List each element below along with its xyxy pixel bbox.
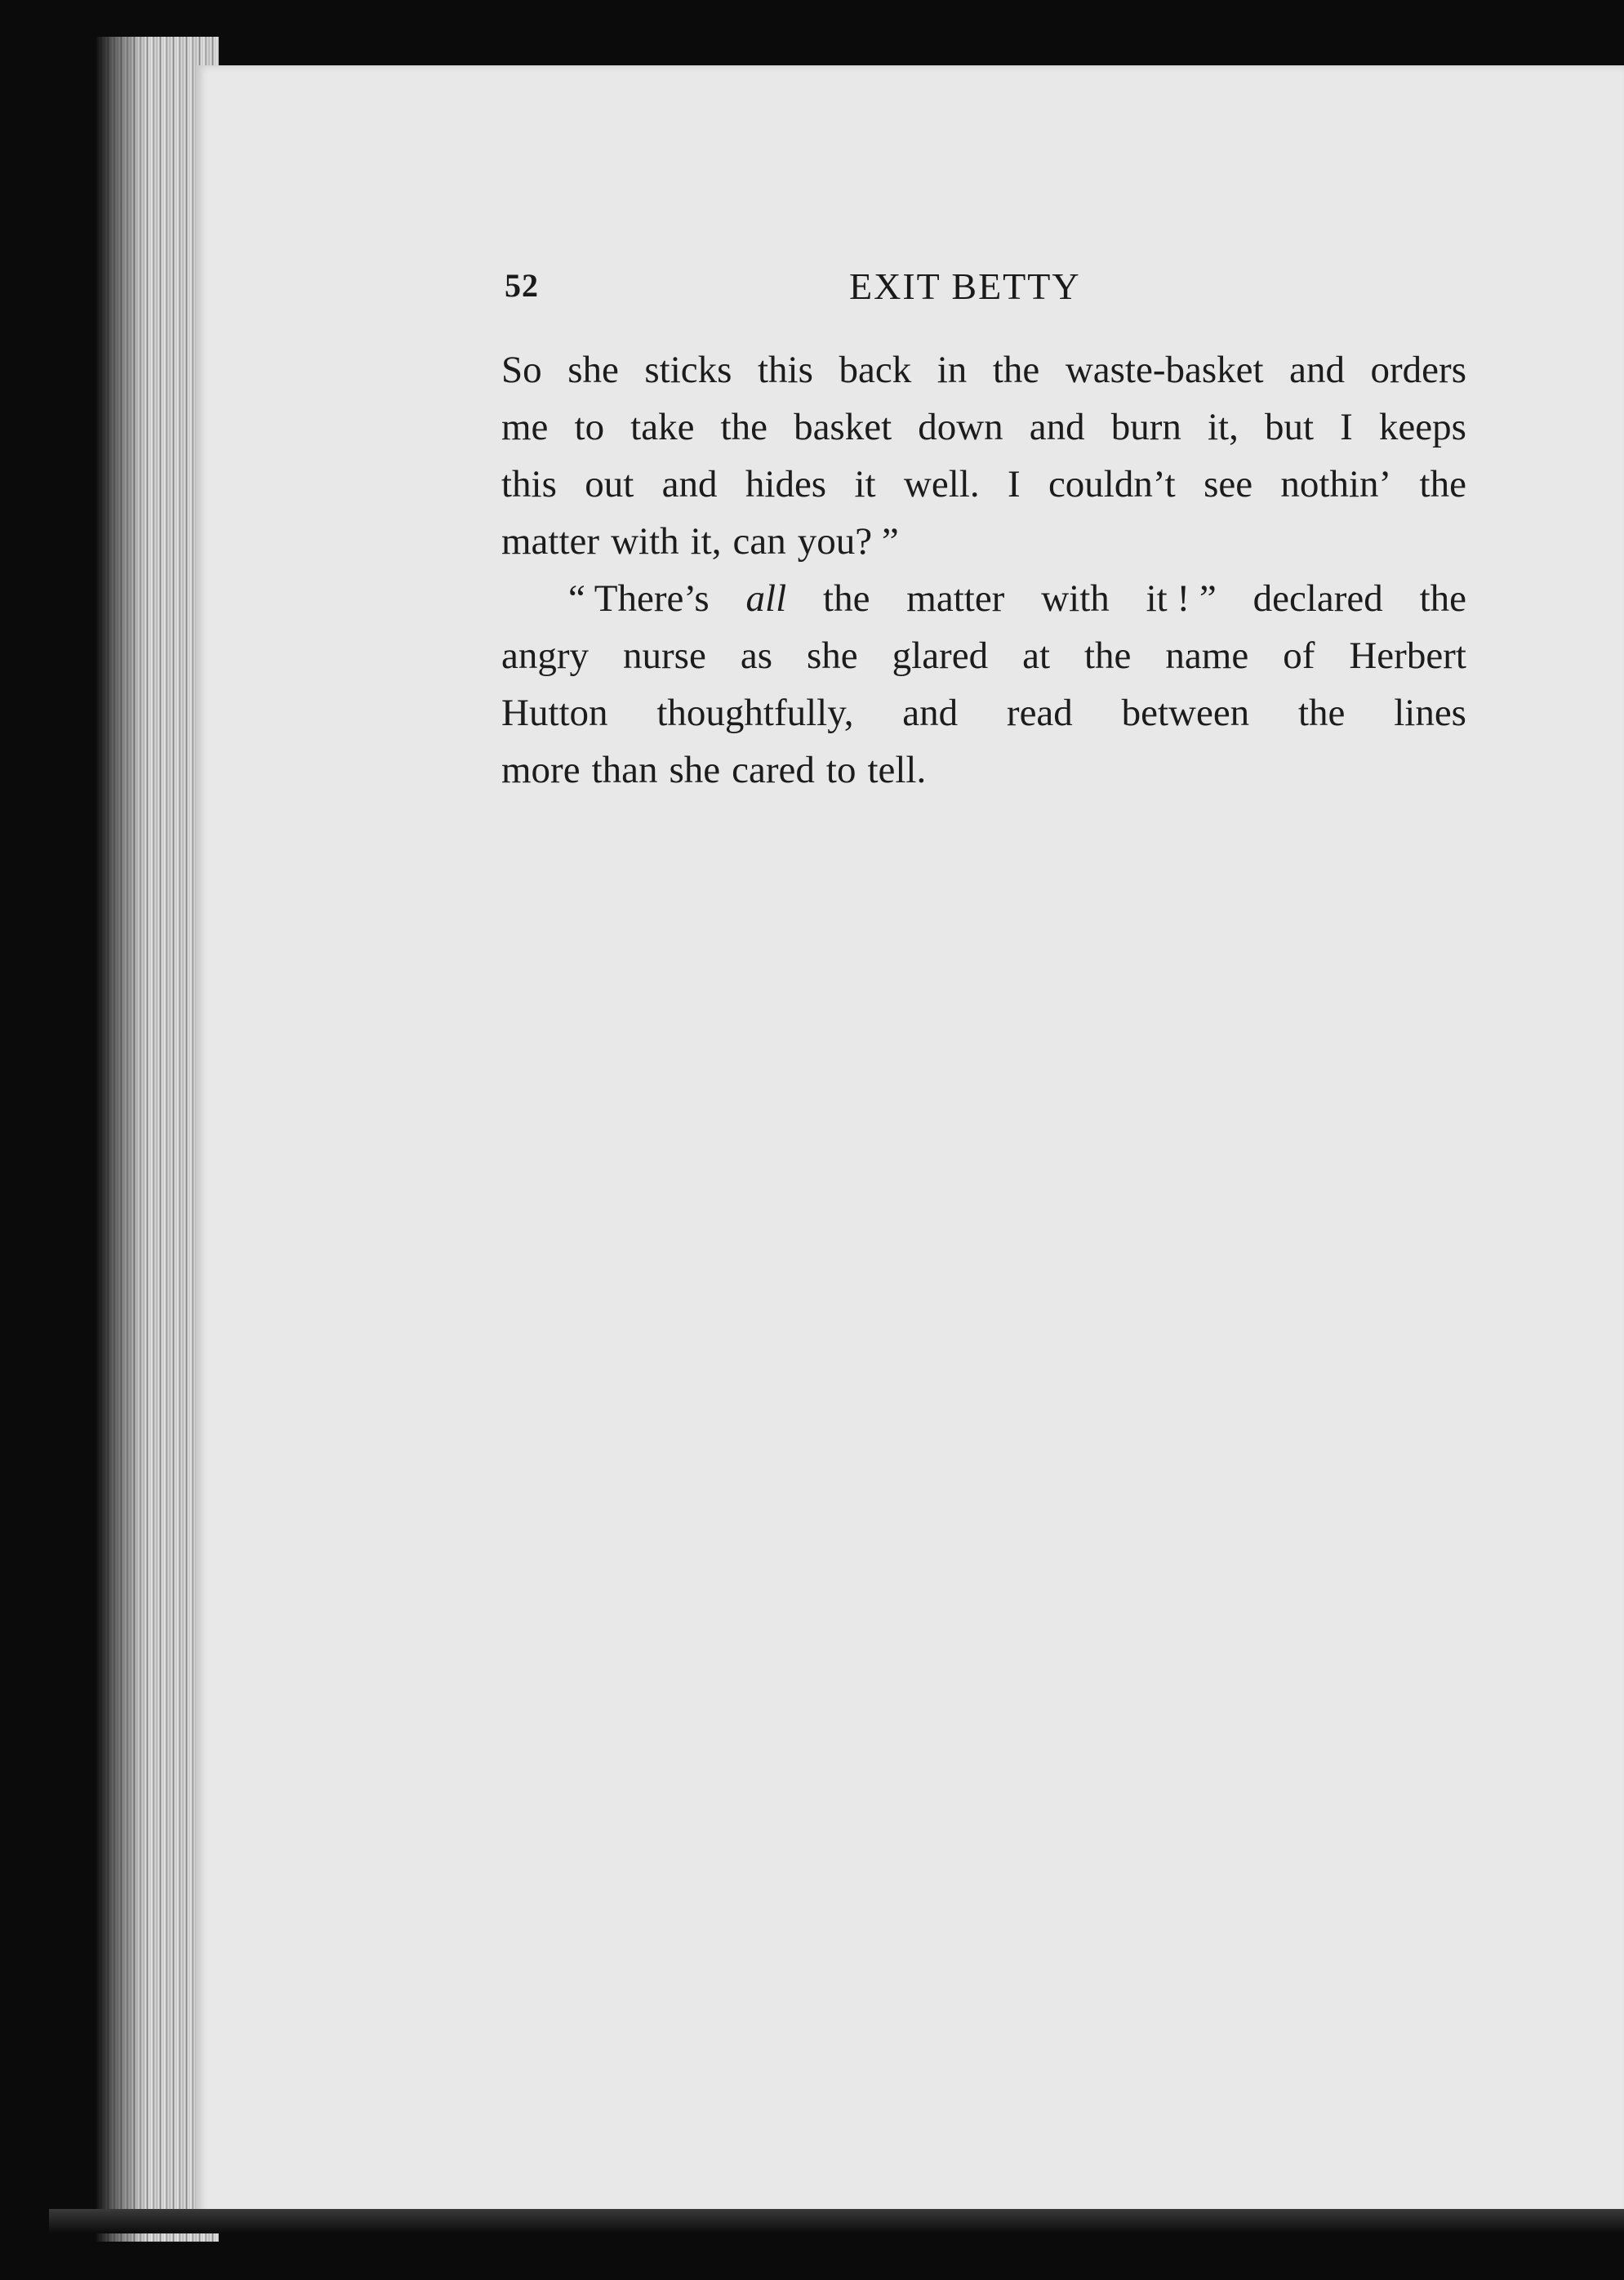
text-line xyxy=(501,741,1466,799)
word: in xyxy=(937,349,968,391)
word: glared xyxy=(892,635,989,677)
word: nothin’ xyxy=(1280,463,1392,505)
word: name xyxy=(1165,635,1249,677)
text-line xyxy=(501,456,1466,513)
italic-word: all xyxy=(745,577,787,620)
word: I xyxy=(1340,406,1353,448)
word: matter xyxy=(906,577,1005,620)
word: to xyxy=(825,749,856,791)
text-line xyxy=(501,513,1466,570)
word: I xyxy=(1007,463,1021,505)
word: this xyxy=(758,349,813,391)
word: she xyxy=(669,749,721,791)
word: lines xyxy=(1394,692,1466,734)
text-line xyxy=(501,341,1466,399)
word: this xyxy=(501,463,557,505)
word: the xyxy=(992,349,1040,391)
word: the xyxy=(720,406,768,448)
word: back xyxy=(839,349,912,391)
word: Herbert xyxy=(1349,635,1466,677)
word: matter xyxy=(501,520,600,563)
word: to xyxy=(574,406,605,448)
word: “ There’s xyxy=(568,577,710,620)
word: read xyxy=(1006,692,1073,734)
word: couldn’t xyxy=(1048,463,1176,505)
word: it ! ” xyxy=(1146,577,1217,620)
word: basket xyxy=(794,406,892,448)
word: hides xyxy=(745,463,827,505)
word: it, xyxy=(1208,406,1239,448)
page-header xyxy=(505,260,1468,309)
word: see xyxy=(1204,463,1253,505)
word: the xyxy=(1084,635,1132,677)
word: and xyxy=(1029,406,1085,448)
word: it xyxy=(854,463,876,505)
word: and xyxy=(902,692,959,734)
word: down xyxy=(918,406,1003,448)
word: angry xyxy=(501,635,590,677)
word: you? ” xyxy=(797,520,899,563)
text-line xyxy=(501,627,1466,684)
word: more xyxy=(501,749,581,791)
word: of xyxy=(1283,635,1315,677)
body-text xyxy=(501,341,1466,799)
text-line xyxy=(501,684,1466,741)
word: at xyxy=(1022,635,1050,677)
word: the xyxy=(1419,577,1466,620)
word: can xyxy=(732,520,786,563)
word: So xyxy=(501,349,542,391)
word: well. xyxy=(903,463,980,505)
word: and xyxy=(1289,349,1345,391)
word: declared xyxy=(1252,577,1383,620)
word: with xyxy=(611,520,679,563)
word: as xyxy=(740,635,772,677)
running-title: EXIT BETTY xyxy=(849,265,1081,307)
word: she xyxy=(806,635,858,677)
word: the xyxy=(1419,463,1466,505)
word: she xyxy=(567,349,619,391)
word: the xyxy=(1297,692,1346,734)
word: nurse xyxy=(623,635,706,677)
word: with xyxy=(1041,577,1110,620)
word: than xyxy=(591,749,658,791)
word: orders xyxy=(1370,349,1466,391)
word: burn xyxy=(1110,406,1181,448)
word: but xyxy=(1264,406,1315,448)
word: tell. xyxy=(867,749,927,791)
page-number: 52 xyxy=(505,267,539,304)
word: take xyxy=(630,406,695,448)
text-line xyxy=(501,399,1466,456)
word: it, xyxy=(690,520,722,563)
word: between xyxy=(1121,692,1250,734)
word: the xyxy=(823,577,870,620)
word: waste-basket xyxy=(1065,349,1264,391)
word: and xyxy=(661,463,718,505)
word: keeps xyxy=(1378,406,1466,448)
page-bottom-shadow xyxy=(49,2209,1624,2233)
word: sticks xyxy=(644,349,732,391)
word: Hutton xyxy=(501,692,608,734)
word: cared xyxy=(732,749,815,791)
word: me xyxy=(501,406,549,448)
text-line xyxy=(501,570,1466,627)
word: thoughtfully, xyxy=(656,692,854,734)
word: out xyxy=(585,463,634,505)
